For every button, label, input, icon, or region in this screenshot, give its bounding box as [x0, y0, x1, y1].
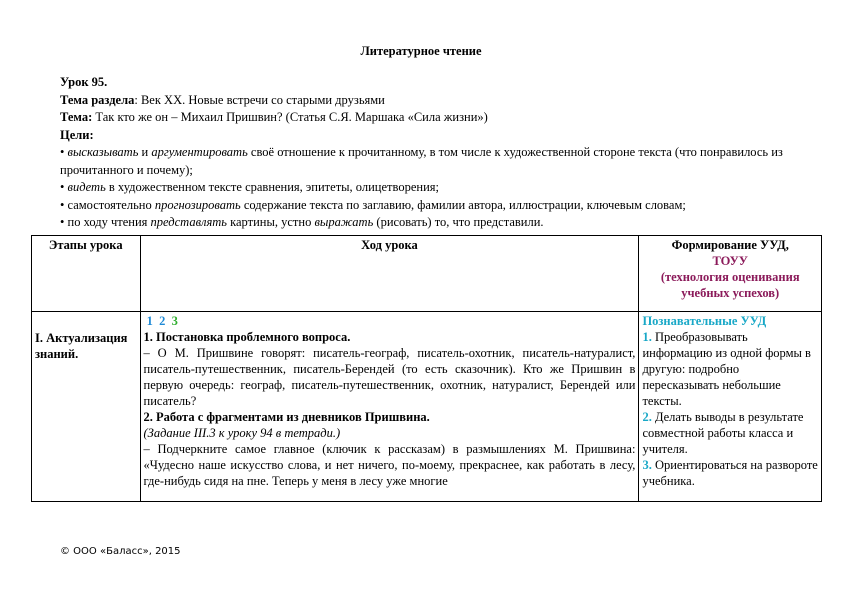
- goals-label: Цели:: [60, 127, 94, 142]
- header-uud: [639, 236, 822, 312]
- uud-text: Преобразовывать информацию из одной формы в другую: подробно пересказывать небольшие тексты.: [642, 330, 811, 408]
- header-stages: Этапы урока: [32, 236, 141, 312]
- stage-cell: I. Актуализация знаний.: [32, 312, 141, 502]
- table-header-row: [32, 236, 822, 312]
- bullet-icon: •: [60, 180, 65, 194]
- uud-num: 1.: [642, 330, 652, 344]
- lesson-header: [60, 74, 790, 232]
- goal-verb: представлять: [150, 215, 227, 229]
- header-touu: ТОУУ: [712, 254, 748, 268]
- section1-title: [144, 329, 636, 345]
- section2-text: – Подчеркните самое главное (ключик к рассказам) в размышлениях М. Пришвина: «Чудесно наше искусство слова, и нет ничего, по-моему, прекраснее, как работать в лесу, где-нибудь сидя на пне. Теперь у меня в лесу уже многие: [143, 442, 636, 488]
- level-1: 1: [146, 314, 153, 328]
- bullet-icon: •: [60, 197, 65, 212]
- header-touu-desc: (технология оценивания учебных успехов): [660, 270, 800, 300]
- uud-cell: [639, 312, 822, 502]
- topic-label: Тема:: [60, 110, 93, 124]
- goal-text: самостоятельно: [64, 197, 155, 212]
- goal-verb: прогнозировать: [154, 197, 241, 212]
- difficulty-levels: [144, 313, 636, 329]
- goal-text: картины, устно: [226, 215, 315, 229]
- uud-heading: Познавательные УУД: [642, 314, 767, 328]
- bullet-icon: •: [60, 215, 65, 229]
- lesson-number: Урок 95.: [60, 75, 108, 89]
- lesson-number-line: [60, 74, 790, 92]
- goal-item: [60, 179, 790, 197]
- section1-text: – О М. Пришвине говорят: писатель-географ, писатель-охотник, писатель-натуралист, писатель-путешественник, писатель-Берендей (то есть сказочник). Кто же Пришвин в первую очередь: географ, писатель-путешественник, охотник, натуралист, Берендей или писатель?: [143, 346, 636, 408]
- section2-title-text: 2. Работа с фрагментами из дневников Пришвина.: [143, 410, 430, 424]
- goal-item: [60, 144, 790, 179]
- goals-label-line: [60, 127, 790, 145]
- goal-text: по ходу чтения: [64, 215, 151, 229]
- section2-note: [144, 425, 636, 441]
- course-cell: [140, 312, 639, 502]
- copyright-footer: © ООО «Баласс», 2015: [60, 546, 181, 557]
- goal-text: и: [138, 145, 152, 159]
- section-line: [60, 92, 790, 110]
- header-uud-title: Формирование УУД,: [671, 238, 789, 252]
- section-label: Тема раздела: [60, 92, 135, 107]
- uud-item: [642, 329, 818, 409]
- uud-num: 3.: [642, 458, 652, 472]
- section2-title: [144, 409, 636, 425]
- goal-verb: видеть: [67, 180, 106, 194]
- level-2: 2: [159, 314, 166, 328]
- goal-text: своё отношение к прочитанному, в том числе к художественной стороне текста (что понравилось из прочитанного и почему);: [60, 145, 783, 177]
- section1-title-text: 1. Постановка проблемного вопроса.: [143, 330, 351, 344]
- topic-line: [60, 109, 790, 127]
- lesson-table: [31, 235, 822, 502]
- uud-num: 2.: [642, 410, 652, 424]
- goal-text: в художественном тексте сравнения, эпитеты, олицетворения;: [105, 180, 439, 194]
- goal-item: [60, 214, 790, 232]
- level-3: 3: [171, 314, 178, 328]
- uud-text: Ориентироваться на развороте учебника.: [642, 458, 818, 488]
- section2-note-text: (Задание III.3 к уроку 94 в тетради.): [143, 426, 341, 440]
- uud-text: Делать выводы в результате совместной работы класса и учителя.: [642, 410, 804, 456]
- uud-item: [642, 457, 818, 489]
- goal-text: содержание текста по заглавию, фамилии автора, иллюстрации, ключевым словам;: [240, 197, 686, 212]
- goal-item: [60, 197, 790, 215]
- goal-verb: высказывать: [67, 145, 139, 159]
- goal-verb: аргументировать: [151, 145, 248, 159]
- header-course: Ход урока: [140, 236, 639, 312]
- section-value: : Век XX. Новые встречи со старыми друзьями: [134, 92, 385, 107]
- goal-text: (рисовать) то, что представили.: [373, 215, 544, 229]
- page-title: Литературное чтение: [360, 44, 482, 58]
- topic-value: Так кто же он – Михаил Пришвин? (Статья С.Я. Маршака «Сила жизни»): [92, 110, 488, 124]
- goal-verb: выражать: [314, 215, 374, 229]
- table-row: [32, 312, 822, 502]
- uud-item: [642, 409, 818, 457]
- bullet-icon: •: [60, 145, 65, 159]
